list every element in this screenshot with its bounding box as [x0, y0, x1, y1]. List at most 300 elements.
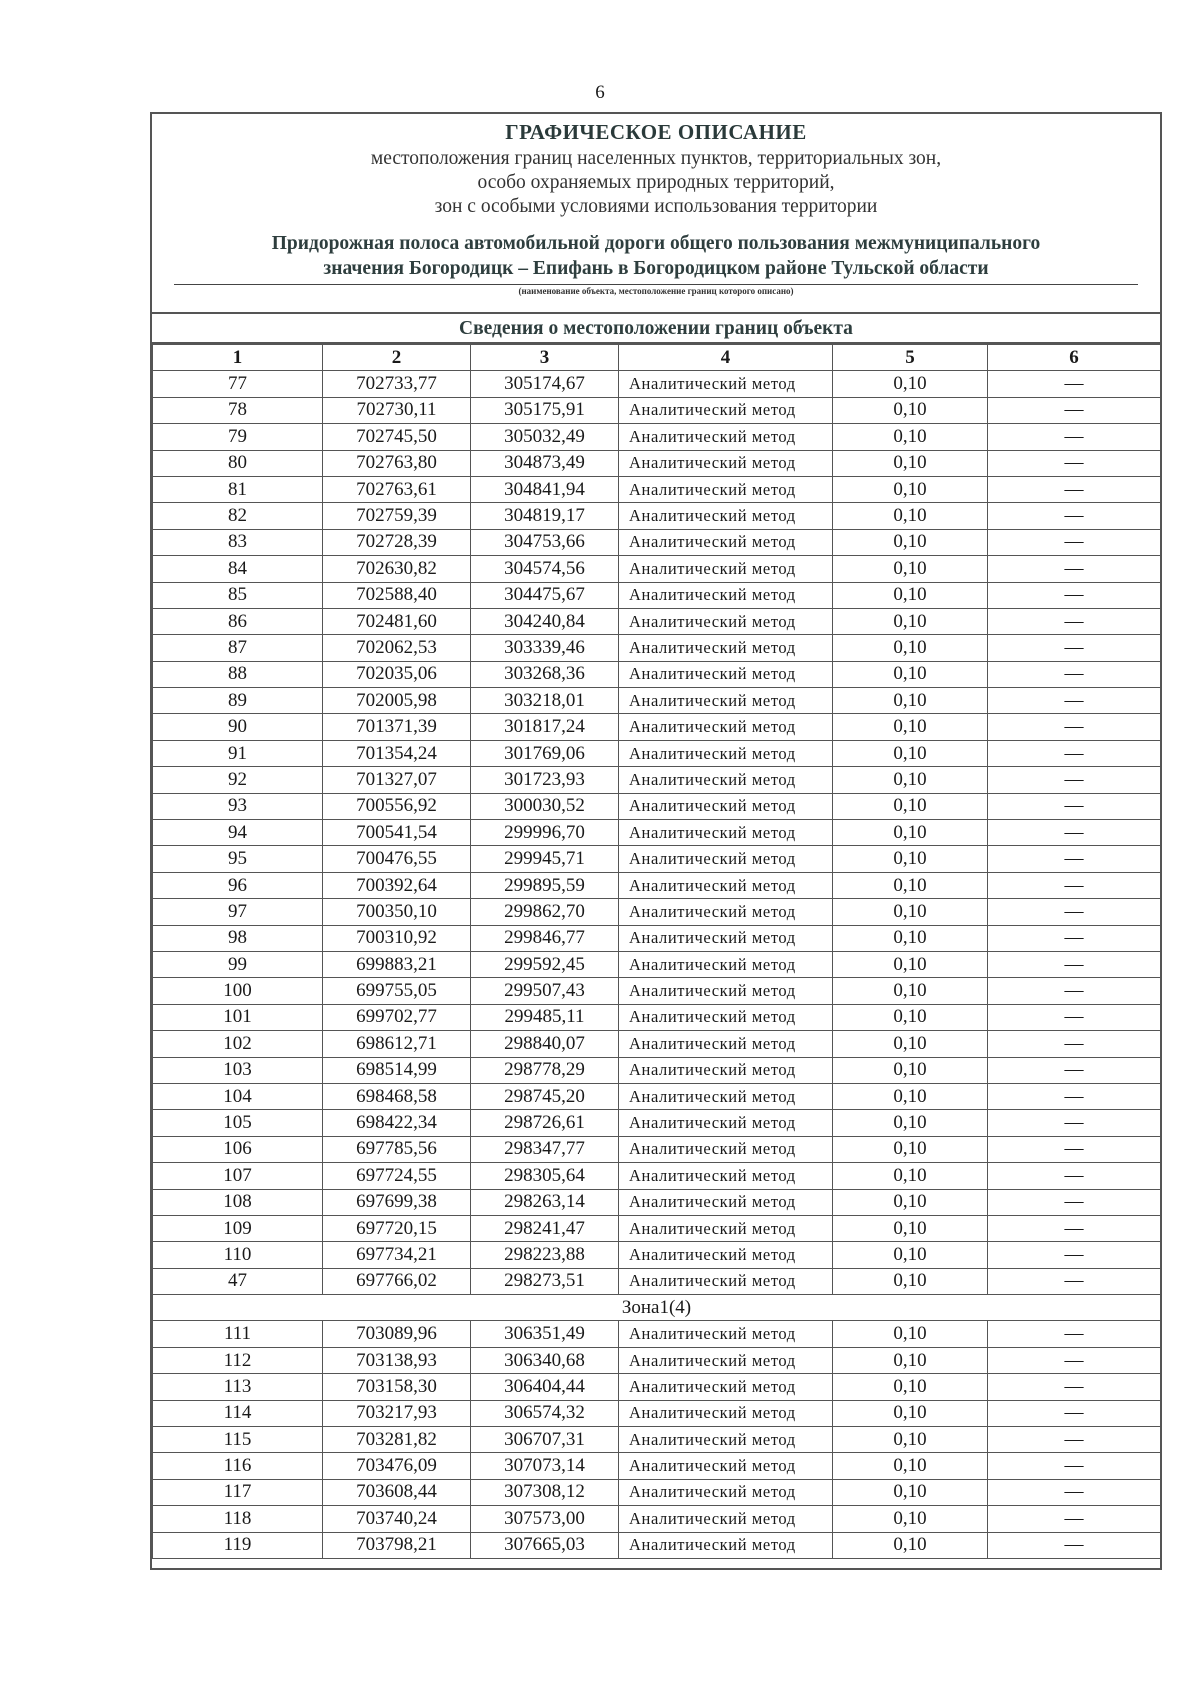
- table-row: [153, 661, 1161, 687]
- table-row: [153, 1479, 1161, 1505]
- table-cell: 101: [153, 1004, 323, 1030]
- table-cell: 0,10: [833, 1347, 988, 1373]
- table-cell: Аналитический метод: [619, 846, 833, 872]
- table-cell: 86: [153, 608, 323, 634]
- table-cell: 103: [153, 1057, 323, 1083]
- table-cell: 307308,12: [471, 1479, 619, 1505]
- table-row: [153, 820, 1161, 846]
- table-row: [153, 925, 1161, 951]
- table-row: [153, 582, 1161, 608]
- table-cell: 78: [153, 397, 323, 423]
- table-cell: 703089,96: [323, 1321, 471, 1347]
- table-cell: 0,10: [833, 424, 988, 450]
- table-cell: 702035,06: [323, 661, 471, 687]
- table-cell: 115: [153, 1427, 323, 1453]
- table-cell: —: [988, 767, 1161, 793]
- table-cell: 107: [153, 1163, 323, 1189]
- table-cell: —: [988, 1057, 1161, 1083]
- table-cell: 90: [153, 714, 323, 740]
- table-cell: Аналитический метод: [619, 740, 833, 766]
- table-cell: —: [988, 1031, 1161, 1057]
- table-cell: 303268,36: [471, 661, 619, 687]
- table-cell: 700476,55: [323, 846, 471, 872]
- table-cell: 91: [153, 740, 323, 766]
- table-cell: 98: [153, 925, 323, 951]
- table-cell: —: [988, 793, 1161, 819]
- table-cell: 94: [153, 820, 323, 846]
- table-cell: 0,10: [833, 1427, 988, 1453]
- table-cell: 112: [153, 1347, 323, 1373]
- table-cell: —: [988, 714, 1161, 740]
- table-row: [153, 1057, 1161, 1083]
- coordinates-table-body: [153, 345, 1161, 1559]
- table-cell: 0,10: [833, 872, 988, 898]
- table-cell: 298726,61: [471, 1110, 619, 1136]
- table-row: [153, 1242, 1161, 1268]
- table-cell: 697724,55: [323, 1163, 471, 1189]
- table-cell: 306404,44: [471, 1374, 619, 1400]
- table-row: [153, 1506, 1161, 1532]
- table-cell: 697785,56: [323, 1136, 471, 1162]
- table-cell: 303218,01: [471, 688, 619, 714]
- document-frame: [150, 112, 1162, 1570]
- table-cell: 299895,59: [471, 872, 619, 898]
- table-cell: Аналитический метод: [619, 1163, 833, 1189]
- table-cell: —: [988, 1400, 1161, 1426]
- column-header: 3: [471, 345, 619, 371]
- table-cell: —: [988, 688, 1161, 714]
- table-cell: —: [988, 556, 1161, 582]
- table-cell: 702745,50: [323, 424, 471, 450]
- table-cell: 0,10: [833, 1506, 988, 1532]
- table-cell: 88: [153, 661, 323, 687]
- table-cell: 702728,39: [323, 529, 471, 555]
- table-cell: Аналитический метод: [619, 476, 833, 502]
- table-cell: 701354,24: [323, 740, 471, 766]
- table-cell: 97: [153, 899, 323, 925]
- table-row: [153, 872, 1161, 898]
- table-row: [153, 793, 1161, 819]
- table-cell: 0,10: [833, 608, 988, 634]
- table-row: [153, 1031, 1161, 1057]
- section-title: Сведения о местоположении границ объекта: [152, 314, 1160, 344]
- table-cell: 697734,21: [323, 1242, 471, 1268]
- table-cell: 299846,77: [471, 925, 619, 951]
- object-caption: (наименование объекта, местоположение границ которого описано): [518, 286, 794, 296]
- table-cell: 0,10: [833, 978, 988, 1004]
- table-cell: —: [988, 846, 1161, 872]
- table-row: [153, 1268, 1161, 1294]
- table-row: [153, 740, 1161, 766]
- table-cell: 110: [153, 1242, 323, 1268]
- table-cell: 0,10: [833, 688, 988, 714]
- table-cell: 702005,98: [323, 688, 471, 714]
- table-cell: 305174,67: [471, 371, 619, 397]
- table-cell: —: [988, 1268, 1161, 1294]
- table-cell: 79: [153, 424, 323, 450]
- column-header: 6: [988, 345, 1161, 371]
- table-cell: 702062,53: [323, 635, 471, 661]
- table-cell: 0,10: [833, 1453, 988, 1479]
- table-cell: Аналитический метод: [619, 1427, 833, 1453]
- table-cell: 306707,31: [471, 1427, 619, 1453]
- table-cell: 81: [153, 476, 323, 502]
- table-cell: 102: [153, 1031, 323, 1057]
- table-cell: —: [988, 635, 1161, 661]
- table-cell: Аналитический метод: [619, 899, 833, 925]
- table-cell: 93: [153, 793, 323, 819]
- table-cell: 298263,14: [471, 1189, 619, 1215]
- table-cell: 92: [153, 767, 323, 793]
- table-cell: 301769,06: [471, 740, 619, 766]
- zone-label: Зона1(4): [153, 1295, 1161, 1321]
- table-cell: Аналитический метод: [619, 1031, 833, 1057]
- table-cell: —: [988, 476, 1161, 502]
- table-cell: 47: [153, 1268, 323, 1294]
- table-cell: Аналитический метод: [619, 556, 833, 582]
- table-row: [153, 978, 1161, 1004]
- table-cell: 96: [153, 872, 323, 898]
- table-row: [153, 1532, 1161, 1558]
- table-cell: 0,10: [833, 925, 988, 951]
- table-cell: Аналитический метод: [619, 608, 833, 634]
- table-cell: Аналитический метод: [619, 767, 833, 793]
- table-cell: 703798,21: [323, 1532, 471, 1558]
- table-cell: 298223,88: [471, 1242, 619, 1268]
- table-cell: 0,10: [833, 661, 988, 687]
- table-cell: 0,10: [833, 846, 988, 872]
- table-cell: —: [988, 1479, 1161, 1505]
- table-cell: 106: [153, 1136, 323, 1162]
- table-cell: 298305,64: [471, 1163, 619, 1189]
- subtitle-line: зон с особыми условиями использования территории: [434, 196, 878, 217]
- table-row: [153, 450, 1161, 476]
- column-header: 1: [153, 345, 323, 371]
- table-cell: —: [988, 1532, 1161, 1558]
- table-header-row: [153, 345, 1161, 371]
- table-cell: 299592,45: [471, 951, 619, 977]
- table-cell: —: [988, 951, 1161, 977]
- table-cell: 305032,49: [471, 424, 619, 450]
- table-cell: 305175,91: [471, 397, 619, 423]
- table-cell: 304753,66: [471, 529, 619, 555]
- table-cell: 0,10: [833, 899, 988, 925]
- table-cell: 703476,09: [323, 1453, 471, 1479]
- table-cell: 698514,99: [323, 1057, 471, 1083]
- table-cell: Аналитический метод: [619, 371, 833, 397]
- zone-row: [153, 1295, 1161, 1321]
- table-cell: Аналитический метод: [619, 1453, 833, 1479]
- table-cell: Аналитический метод: [619, 1479, 833, 1505]
- table-cell: 698422,34: [323, 1110, 471, 1136]
- table-cell: Аналитический метод: [619, 450, 833, 476]
- table-row: [153, 1163, 1161, 1189]
- table-cell: —: [988, 503, 1161, 529]
- table-cell: Аналитический метод: [619, 978, 833, 1004]
- table-cell: 700392,64: [323, 872, 471, 898]
- table-cell: 0,10: [833, 1215, 988, 1241]
- table-row: [153, 951, 1161, 977]
- table-row: [153, 1321, 1161, 1347]
- table-cell: Аналитический метод: [619, 1083, 833, 1109]
- table-cell: 699883,21: [323, 951, 471, 977]
- table-cell: 0,10: [833, 1532, 988, 1558]
- table-cell: 118: [153, 1506, 323, 1532]
- table-cell: 304240,84: [471, 608, 619, 634]
- table-cell: —: [988, 1004, 1161, 1030]
- table-cell: 117: [153, 1479, 323, 1505]
- table-cell: 697720,15: [323, 1215, 471, 1241]
- table-cell: 0,10: [833, 1479, 988, 1505]
- table-cell: 703217,93: [323, 1400, 471, 1426]
- table-cell: 301817,24: [471, 714, 619, 740]
- table-cell: 100: [153, 978, 323, 1004]
- table-row: [153, 1110, 1161, 1136]
- table-cell: 0,10: [833, 476, 988, 502]
- table-cell: 95: [153, 846, 323, 872]
- table-cell: 298840,07: [471, 1031, 619, 1057]
- table-row: [153, 899, 1161, 925]
- table-row: [153, 608, 1161, 634]
- table-cell: 114: [153, 1400, 323, 1426]
- table-cell: Аналитический метод: [619, 1215, 833, 1241]
- table-cell: 0,10: [833, 740, 988, 766]
- table-cell: 0,10: [833, 1136, 988, 1162]
- table-cell: Аналитический метод: [619, 925, 833, 951]
- table-cell: 697699,38: [323, 1189, 471, 1215]
- table-cell: —: [988, 1506, 1161, 1532]
- table-row: [153, 1136, 1161, 1162]
- table-cell: 702733,77: [323, 371, 471, 397]
- table-cell: Аналитический метод: [619, 1110, 833, 1136]
- table-cell: Аналитический метод: [619, 1057, 833, 1083]
- table-cell: Аналитический метод: [619, 872, 833, 898]
- table-cell: 0,10: [833, 793, 988, 819]
- table-cell: —: [988, 424, 1161, 450]
- table-cell: 702481,60: [323, 608, 471, 634]
- table-row: [153, 1215, 1161, 1241]
- table-cell: —: [988, 925, 1161, 951]
- table-cell: 307665,03: [471, 1532, 619, 1558]
- table-cell: —: [988, 872, 1161, 898]
- table-cell: 0,10: [833, 371, 988, 397]
- table-cell: Аналитический метод: [619, 951, 833, 977]
- table-cell: 703158,30: [323, 1374, 471, 1400]
- table-row: [153, 1083, 1161, 1109]
- table-cell: 304574,56: [471, 556, 619, 582]
- table-cell: Аналитический метод: [619, 1532, 833, 1558]
- column-header: 4: [619, 345, 833, 371]
- table-cell: 298347,77: [471, 1136, 619, 1162]
- table-cell: Аналитический метод: [619, 1268, 833, 1294]
- table-cell: Аналитический метод: [619, 1506, 833, 1532]
- table-cell: —: [988, 582, 1161, 608]
- coordinates-table: [152, 344, 1161, 1559]
- table-cell: 700541,54: [323, 820, 471, 846]
- table-cell: 0,10: [833, 767, 988, 793]
- table-cell: 703608,44: [323, 1479, 471, 1505]
- document-title: ГРАФИЧЕСКОЕ ОПИСАНИЕ: [505, 120, 807, 144]
- table-cell: 298273,51: [471, 1268, 619, 1294]
- table-cell: 0,10: [833, 1189, 988, 1215]
- table-row: [153, 767, 1161, 793]
- table-cell: —: [988, 1110, 1161, 1136]
- table-cell: 300030,52: [471, 793, 619, 819]
- table-cell: 702763,61: [323, 476, 471, 502]
- table-cell: 119: [153, 1532, 323, 1558]
- table-cell: 307073,14: [471, 1453, 619, 1479]
- table-cell: 702588,40: [323, 582, 471, 608]
- table-cell: 0,10: [833, 1400, 988, 1426]
- table-cell: Аналитический метод: [619, 820, 833, 846]
- object-name-line: значения Богородицк – Епифань в Богородицком районе Тульской области: [323, 258, 989, 279]
- table-cell: 0,10: [833, 635, 988, 661]
- table-cell: 702730,11: [323, 397, 471, 423]
- table-cell: —: [988, 899, 1161, 925]
- table-row: [153, 1189, 1161, 1215]
- table-cell: 0,10: [833, 1057, 988, 1083]
- table-row: [153, 688, 1161, 714]
- table-cell: 83: [153, 529, 323, 555]
- table-cell: —: [988, 1347, 1161, 1373]
- table-cell: Аналитический метод: [619, 1189, 833, 1215]
- table-row: [153, 476, 1161, 502]
- table-cell: 702759,39: [323, 503, 471, 529]
- table-cell: Аналитический метод: [619, 635, 833, 661]
- table-cell: 0,10: [833, 1374, 988, 1400]
- table-cell: Аналитический метод: [619, 1400, 833, 1426]
- table-cell: 80: [153, 450, 323, 476]
- table-cell: —: [988, 1189, 1161, 1215]
- table-cell: —: [988, 1163, 1161, 1189]
- table-cell: 306340,68: [471, 1347, 619, 1373]
- table-cell: —: [988, 1136, 1161, 1162]
- document-header: [152, 114, 1160, 314]
- table-cell: Аналитический метод: [619, 1374, 833, 1400]
- table-cell: 113: [153, 1374, 323, 1400]
- table-cell: —: [988, 661, 1161, 687]
- table-cell: 0,10: [833, 503, 988, 529]
- table-cell: 701327,07: [323, 767, 471, 793]
- column-header: 2: [323, 345, 471, 371]
- table-cell: 304873,49: [471, 450, 619, 476]
- table-cell: 0,10: [833, 1083, 988, 1109]
- table-cell: 0,10: [833, 1031, 988, 1057]
- table-cell: 304475,67: [471, 582, 619, 608]
- table-cell: 0,10: [833, 820, 988, 846]
- table-row: [153, 714, 1161, 740]
- table-cell: 702763,80: [323, 450, 471, 476]
- table-cell: 304819,17: [471, 503, 619, 529]
- table-cell: 0,10: [833, 582, 988, 608]
- table-cell: 111: [153, 1321, 323, 1347]
- table-row: [153, 1427, 1161, 1453]
- page-number: 6: [595, 82, 605, 103]
- table-cell: —: [988, 820, 1161, 846]
- table-cell: 697766,02: [323, 1268, 471, 1294]
- table-cell: —: [988, 450, 1161, 476]
- table-row: [153, 1400, 1161, 1426]
- table-cell: 104: [153, 1083, 323, 1109]
- table-cell: 298778,29: [471, 1057, 619, 1083]
- table-row: [153, 529, 1161, 555]
- table-cell: 0,10: [833, 1321, 988, 1347]
- table-cell: —: [988, 1215, 1161, 1241]
- table-cell: —: [988, 1427, 1161, 1453]
- table-row: [153, 1374, 1161, 1400]
- table-cell: 703281,82: [323, 1427, 471, 1453]
- table-cell: 303339,46: [471, 635, 619, 661]
- caption-rule: [174, 284, 1138, 285]
- table-cell: 87: [153, 635, 323, 661]
- table-row: [153, 556, 1161, 582]
- table-cell: 108: [153, 1189, 323, 1215]
- table-cell: Аналитический метод: [619, 1136, 833, 1162]
- table-cell: Аналитический метод: [619, 661, 833, 687]
- table-cell: 77: [153, 371, 323, 397]
- table-cell: 699702,77: [323, 1004, 471, 1030]
- table-cell: 306351,49: [471, 1321, 619, 1347]
- table-cell: 299945,71: [471, 846, 619, 872]
- table-cell: 85: [153, 582, 323, 608]
- table-cell: —: [988, 740, 1161, 766]
- table-cell: —: [988, 371, 1161, 397]
- table-cell: Аналитический метод: [619, 714, 833, 740]
- table-cell: 0,10: [833, 556, 988, 582]
- column-header: 5: [833, 345, 988, 371]
- table-cell: 298745,20: [471, 1083, 619, 1109]
- table-cell: Аналитический метод: [619, 529, 833, 555]
- table-cell: Аналитический метод: [619, 688, 833, 714]
- table-cell: —: [988, 608, 1161, 634]
- table-cell: 703740,24: [323, 1506, 471, 1532]
- table-cell: 0,10: [833, 1242, 988, 1268]
- table-cell: 89: [153, 688, 323, 714]
- table-cell: Аналитический метод: [619, 793, 833, 819]
- table-cell: Аналитический метод: [619, 582, 833, 608]
- table-cell: 700556,92: [323, 793, 471, 819]
- table-cell: 0,10: [833, 450, 988, 476]
- table-cell: —: [988, 978, 1161, 1004]
- table-cell: Аналитический метод: [619, 1347, 833, 1373]
- table-cell: 299507,43: [471, 978, 619, 1004]
- table-row: [153, 846, 1161, 872]
- table-row: [153, 371, 1161, 397]
- table-cell: 306574,32: [471, 1400, 619, 1426]
- table-cell: Аналитический метод: [619, 503, 833, 529]
- table-cell: 0,10: [833, 1004, 988, 1030]
- table-cell: Аналитический метод: [619, 1242, 833, 1268]
- table-cell: Аналитический метод: [619, 424, 833, 450]
- table-cell: Аналитический метод: [619, 397, 833, 423]
- table-cell: —: [988, 1083, 1161, 1109]
- table-cell: 0,10: [833, 951, 988, 977]
- table-cell: 299862,70: [471, 899, 619, 925]
- table-cell: 307573,00: [471, 1506, 619, 1532]
- table-cell: 298241,47: [471, 1215, 619, 1241]
- table-cell: 99: [153, 951, 323, 977]
- table-cell: 703138,93: [323, 1347, 471, 1373]
- table-row: [153, 424, 1161, 450]
- table-cell: 0,10: [833, 1268, 988, 1294]
- table-row: [153, 1347, 1161, 1373]
- table-cell: 700310,92: [323, 925, 471, 951]
- table-cell: 0,10: [833, 1163, 988, 1189]
- table-cell: 304841,94: [471, 476, 619, 502]
- table-cell: 0,10: [833, 714, 988, 740]
- table-cell: 0,10: [833, 1110, 988, 1136]
- table-cell: 301723,93: [471, 767, 619, 793]
